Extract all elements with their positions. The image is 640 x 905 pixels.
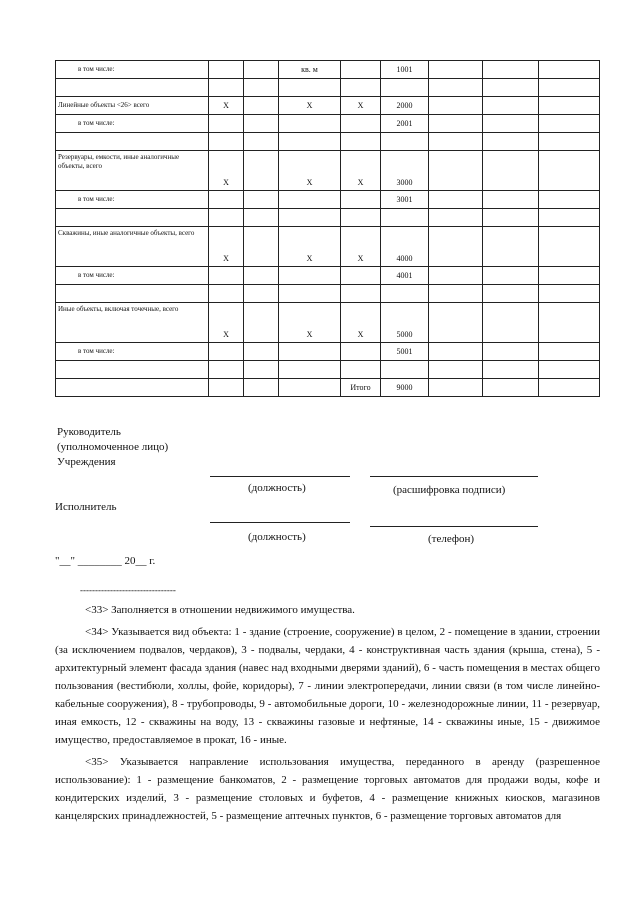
row-label: Резервуары, емкости, иные аналогичные объекты, всего [56, 151, 209, 191]
table-cell [483, 191, 539, 209]
x-cell [209, 191, 244, 209]
table-row [56, 115, 600, 133]
head-institution: Учреждения [57, 456, 116, 468]
table-cell [429, 61, 483, 79]
row-label [56, 285, 209, 303]
phone-caption: (телефон) [428, 533, 475, 545]
row-code [381, 209, 429, 227]
x-cell: X [341, 151, 381, 191]
x-cell [279, 209, 341, 227]
table-cell [244, 115, 279, 133]
table-cell [483, 61, 539, 79]
x-cell [279, 343, 341, 361]
x-cell [209, 361, 244, 379]
row-label: в том числе: [56, 115, 209, 133]
x-cell [341, 361, 381, 379]
table-cell [244, 227, 279, 267]
x-cell [209, 379, 244, 397]
row-label: в том числе: [56, 267, 209, 285]
row-code [381, 285, 429, 303]
row-code: 5000 [381, 303, 429, 343]
table-row [56, 79, 600, 97]
table-cell [244, 61, 279, 79]
x-cell [209, 343, 244, 361]
x-cell [341, 61, 381, 79]
position-caption-2: (должность) [248, 531, 306, 543]
property-table [55, 60, 599, 397]
property-grid [55, 60, 600, 397]
table-cell [483, 267, 539, 285]
footnote-35: <35> Указывается направление использования имущества, переданного в аренду (разрешенное использование): 1 - размещение банкоматов, 2 - размещение торговых автоматов для продажи воды, кофе и кондитерских изделий, 3 - размещение столовых и буфетов, 4 - размещение книжных киосков, магазинов канцелярских принадлежностей, 5 - размещение аптечных пунктов, 6 - размещение торговых автоматов для [55, 756, 600, 822]
table-cell [483, 227, 539, 267]
table-cell [539, 343, 600, 361]
table-row [56, 285, 600, 303]
x-cell [209, 209, 244, 227]
x-cell [341, 115, 381, 133]
table-cell [539, 379, 600, 397]
row-label: Скважины, иные аналогичные объекты, всего [56, 227, 209, 267]
x-cell [341, 191, 381, 209]
table-cell [483, 303, 539, 343]
table-cell [244, 151, 279, 191]
table-cell [429, 97, 483, 115]
table-cell [483, 285, 539, 303]
table-cell [539, 61, 600, 79]
x-cell [209, 79, 244, 97]
row-label [56, 133, 209, 151]
row-code: 2000 [381, 97, 429, 115]
table-cell [429, 115, 483, 133]
head-block [57, 425, 168, 470]
table-cell [539, 97, 600, 115]
x-cell: X [279, 97, 341, 115]
table-cell [539, 79, 600, 97]
footnote-separator: -------------------------------- [80, 585, 176, 595]
table-cell [483, 343, 539, 361]
x-cell: X [341, 97, 381, 115]
table-cell [244, 133, 279, 151]
x-cell [209, 61, 244, 79]
executor-label: Исполнитель [55, 501, 117, 513]
table-cell [539, 151, 600, 191]
table-cell [429, 133, 483, 151]
table-cell [539, 361, 600, 379]
table-cell [539, 209, 600, 227]
table-row [56, 343, 600, 361]
table-cell [539, 133, 600, 151]
table-cell [244, 343, 279, 361]
row-label [56, 379, 209, 397]
row-label [56, 209, 209, 227]
table-cell [539, 191, 600, 209]
table-cell [483, 133, 539, 151]
x-cell: X [209, 227, 244, 267]
date-line: "__" ________ 20__ г. [55, 555, 156, 567]
table-cell [244, 303, 279, 343]
row-code [381, 79, 429, 97]
unit-cell: кв. м [279, 61, 341, 79]
table-cell [539, 267, 600, 285]
x-cell: X [209, 303, 244, 343]
table-cell [244, 285, 279, 303]
x-cell: X [279, 151, 341, 191]
table-cell [429, 343, 483, 361]
table-cell [429, 379, 483, 397]
table-cell [244, 379, 279, 397]
total-label: Итого [341, 379, 381, 397]
table-cell [483, 151, 539, 191]
phone-line [370, 526, 538, 527]
row-code: 4001 [381, 267, 429, 285]
position-line [210, 476, 350, 477]
table-cell [483, 379, 539, 397]
table-row [56, 151, 600, 191]
table-row [56, 379, 600, 397]
x-cell: X [209, 151, 244, 191]
table-cell [429, 285, 483, 303]
row-code: 2001 [381, 115, 429, 133]
x-cell [209, 133, 244, 151]
table-cell [429, 361, 483, 379]
table-cell [244, 191, 279, 209]
x-cell [279, 115, 341, 133]
table-cell [483, 115, 539, 133]
footnotes [55, 585, 600, 829]
table-row [56, 191, 600, 209]
x-cell [279, 361, 341, 379]
row-label: в том числе: [56, 343, 209, 361]
x-cell [341, 285, 381, 303]
x-cell: X [341, 227, 381, 267]
x-cell [279, 379, 341, 397]
x-cell [279, 267, 341, 285]
executor-position-line [210, 522, 350, 523]
x-cell [279, 133, 341, 151]
row-label [56, 79, 209, 97]
table-cell [483, 97, 539, 115]
table-cell [539, 303, 600, 343]
x-cell: X [279, 227, 341, 267]
head-title: Руководитель [57, 426, 121, 438]
table-cell [539, 227, 600, 267]
row-label: Линейные объекты <26> всего [56, 97, 209, 115]
table-cell [539, 285, 600, 303]
head-subtitle: (уполномоченное лицо) [57, 441, 169, 453]
table-cell [244, 79, 279, 97]
table-row [56, 227, 600, 267]
row-label [56, 361, 209, 379]
row-label: в том числе: [56, 191, 209, 209]
table-cell [429, 267, 483, 285]
x-cell [279, 79, 341, 97]
table-row [56, 133, 600, 151]
row-code [381, 361, 429, 379]
x-cell: X [279, 303, 341, 343]
x-cell [341, 209, 381, 227]
x-cell [279, 191, 341, 209]
decoding-caption: (расшифровка подписи) [393, 484, 506, 496]
table-cell [244, 361, 279, 379]
x-cell [341, 267, 381, 285]
x-cell [209, 267, 244, 285]
row-label: Иные объекты, включая точечные, всего [56, 303, 209, 343]
x-cell [341, 343, 381, 361]
table-row [56, 267, 600, 285]
table-cell [483, 209, 539, 227]
table-cell [429, 209, 483, 227]
decoding-line [370, 476, 538, 477]
row-code: 4000 [381, 227, 429, 267]
table-cell [429, 151, 483, 191]
table-row [56, 209, 600, 227]
row-code: 9000 [381, 379, 429, 397]
x-cell [209, 285, 244, 303]
table-cell [244, 97, 279, 115]
table-row [56, 361, 600, 379]
x-cell [279, 285, 341, 303]
table-cell [244, 209, 279, 227]
row-code [381, 133, 429, 151]
table-row [56, 61, 600, 79]
row-code: 3000 [381, 151, 429, 191]
footnote-34: <34> Указывается вид объекта: 1 - здание (строение, сооружение) в целом, 2 - помещение в здании, строении (за исключением подвалов, чердаков), 3 - подвалы, чердаки, 4 - конструктивная часть здания (крыша, стена), 5 - архитектурный элемент фасада здания (навес над входными дверями зданий), 6 - часть помещения в местах общего пользования (вестибюли, холлы, фойе, коридоры), 7 - линии электропередачи, линии связи (в том числе линейно-кабельные сооружения), 8 - трубопроводы, 9 - автомобильные дороги, 10 - железнодорожные линии, 11 - резервуар, иная емкость, 12 - скважины на воду, 13 - скважины газовые и нефтяные, 14 - скважины иные, 15 - движимое имущество, предоставляемое в прокат, 16 - иные. [55, 626, 600, 746]
table-cell [244, 267, 279, 285]
table-row [56, 303, 600, 343]
x-cell [341, 79, 381, 97]
x-cell [209, 115, 244, 133]
footnote-33: <33> Заполняется в отношении недвижимого имущества. [85, 604, 355, 616]
row-label: в том числе: [56, 61, 209, 79]
table-cell [483, 361, 539, 379]
x-cell: X [209, 97, 244, 115]
position-caption: (должность) [248, 482, 306, 494]
row-code: 1001 [381, 61, 429, 79]
table-cell [429, 191, 483, 209]
x-cell: X [341, 303, 381, 343]
table-cell [429, 227, 483, 267]
row-code: 5001 [381, 343, 429, 361]
table-cell [429, 79, 483, 97]
row-code: 3001 [381, 191, 429, 209]
table-cell [539, 115, 600, 133]
table-cell [429, 303, 483, 343]
x-cell [341, 133, 381, 151]
table-row [56, 97, 600, 115]
table-cell [483, 79, 539, 97]
